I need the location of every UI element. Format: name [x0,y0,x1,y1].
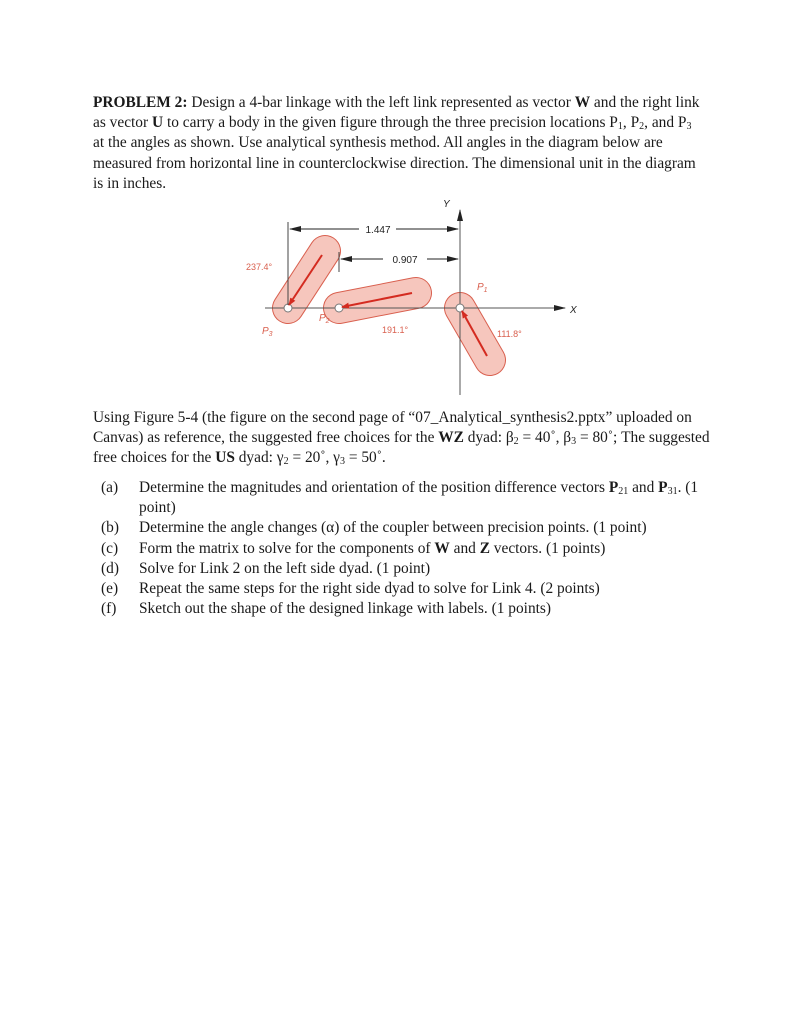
vector-label: P [658,479,668,496]
subscript: 3 [339,456,345,468]
dim-inner-label: 0.907 [392,255,418,266]
x-axis-label: X [570,305,577,316]
precision-point-p2 [335,304,343,312]
task-text: Repeat the same steps for the right side dyad to solve for Link 4. (2 points) [139,580,600,598]
vector-label: P [608,479,619,496]
task-text: and [449,539,480,557]
paragraph-text: = 20˚, γ [288,449,340,467]
angle-p2-label: 191.1° [382,325,409,335]
task-text: and [628,479,659,496]
paragraph-text: Using Figure 5-4 (the figure on the second page of “07_Analytical_synthesis2.pptx” uploaded on Canvas) as reference, the suggested free choices for the [93,409,692,447]
subscript: 1 [617,121,623,133]
problem-statement [93,93,703,194]
paragraph-text: = 50˚. [344,449,386,467]
task-list [101,478,721,619]
arrow-p3 [289,255,322,305]
task-text: Determine the magnitudes and orientation of the position difference vectors [139,479,609,496]
y-axis-label: Y [443,199,450,210]
task-item [101,579,721,599]
subscript: 2 [283,456,289,468]
paragraph-text: dyad: γ [234,449,284,467]
subscript: 31 [667,486,678,497]
task-item [101,539,721,559]
point-label-p3: $P_3$ [262,326,273,338]
task-text: . (1 point) [139,479,699,517]
paragraph-text: = 40˚, β [518,429,572,447]
statement-text: and the right link as vector [93,94,700,132]
subscript: 3 [686,121,692,133]
coupler-p3 [288,251,325,308]
subscript: 2 [639,121,645,133]
point-label-p2: $P_2$ [319,313,330,325]
angle-p3-label: 237.4° [246,262,273,272]
task-label: (e) [101,580,119,598]
task-label: (b) [101,519,119,537]
wz-label: WZ [438,429,464,447]
problem-heading: PROBLEM 2: [93,94,188,111]
task-text: vectors. (1 points) [489,539,606,557]
paragraph-text: = 80˚; The suggested free choices for the [93,429,710,467]
statement-text: Design a 4-bar linkage with the left link represented as vector [187,94,575,111]
arrow-p1 [462,311,487,356]
statement-text: , and P [644,114,687,132]
point-label-p1: $P_1$ [477,282,488,294]
statement-text: at the angles as shown. Use analytical synthesis method. All angles in the diagram below are measured from horizontal line in counterclockwise direction. The dimensional unit in the diagram is in inches. [93,134,696,192]
subscript: 2 [513,436,519,448]
paragraph-text: dyad: β [463,429,514,447]
precision-point-p3 [284,304,292,312]
coupler-p2 [339,293,416,308]
vector-label: W [434,539,450,557]
subscript: 21 [618,486,629,497]
statement-text: to carry a body in the given figure through the three precision locations P [163,114,618,132]
dim-outer-label: 1.447 [365,225,391,236]
task-item [101,478,721,518]
statement-text: , P [622,114,640,132]
task-text: Sketch out the shape of the designed linkage with labels. (1 points) [139,600,552,618]
vector-label: Z [479,539,490,557]
task-label: (d) [101,559,119,577]
precision-point-p1 [456,304,464,312]
task-item [101,559,721,579]
us-label: US [215,449,235,467]
vector-w-label: W [574,94,591,111]
task-text: Form the matrix to solve for the components of [139,539,435,557]
coupler-p1 [460,308,490,360]
task-item [101,518,721,538]
free-choices-paragraph [93,408,713,469]
subscript: 3 [571,436,577,448]
task-item [101,599,721,619]
vector-u-label: U [151,114,164,132]
task-text: Solve for Link 2 on the left side dyad. (1 point) [139,559,431,577]
task-label: (f) [101,600,117,618]
arrow-p2 [342,293,412,307]
task-label: (a) [101,479,119,496]
angle-p1-label: 111.8° [497,329,522,339]
task-label: (c) [101,539,119,557]
task-text: Determine the angle changes (α) of the coupler between precision points. (1 point) [139,519,647,537]
